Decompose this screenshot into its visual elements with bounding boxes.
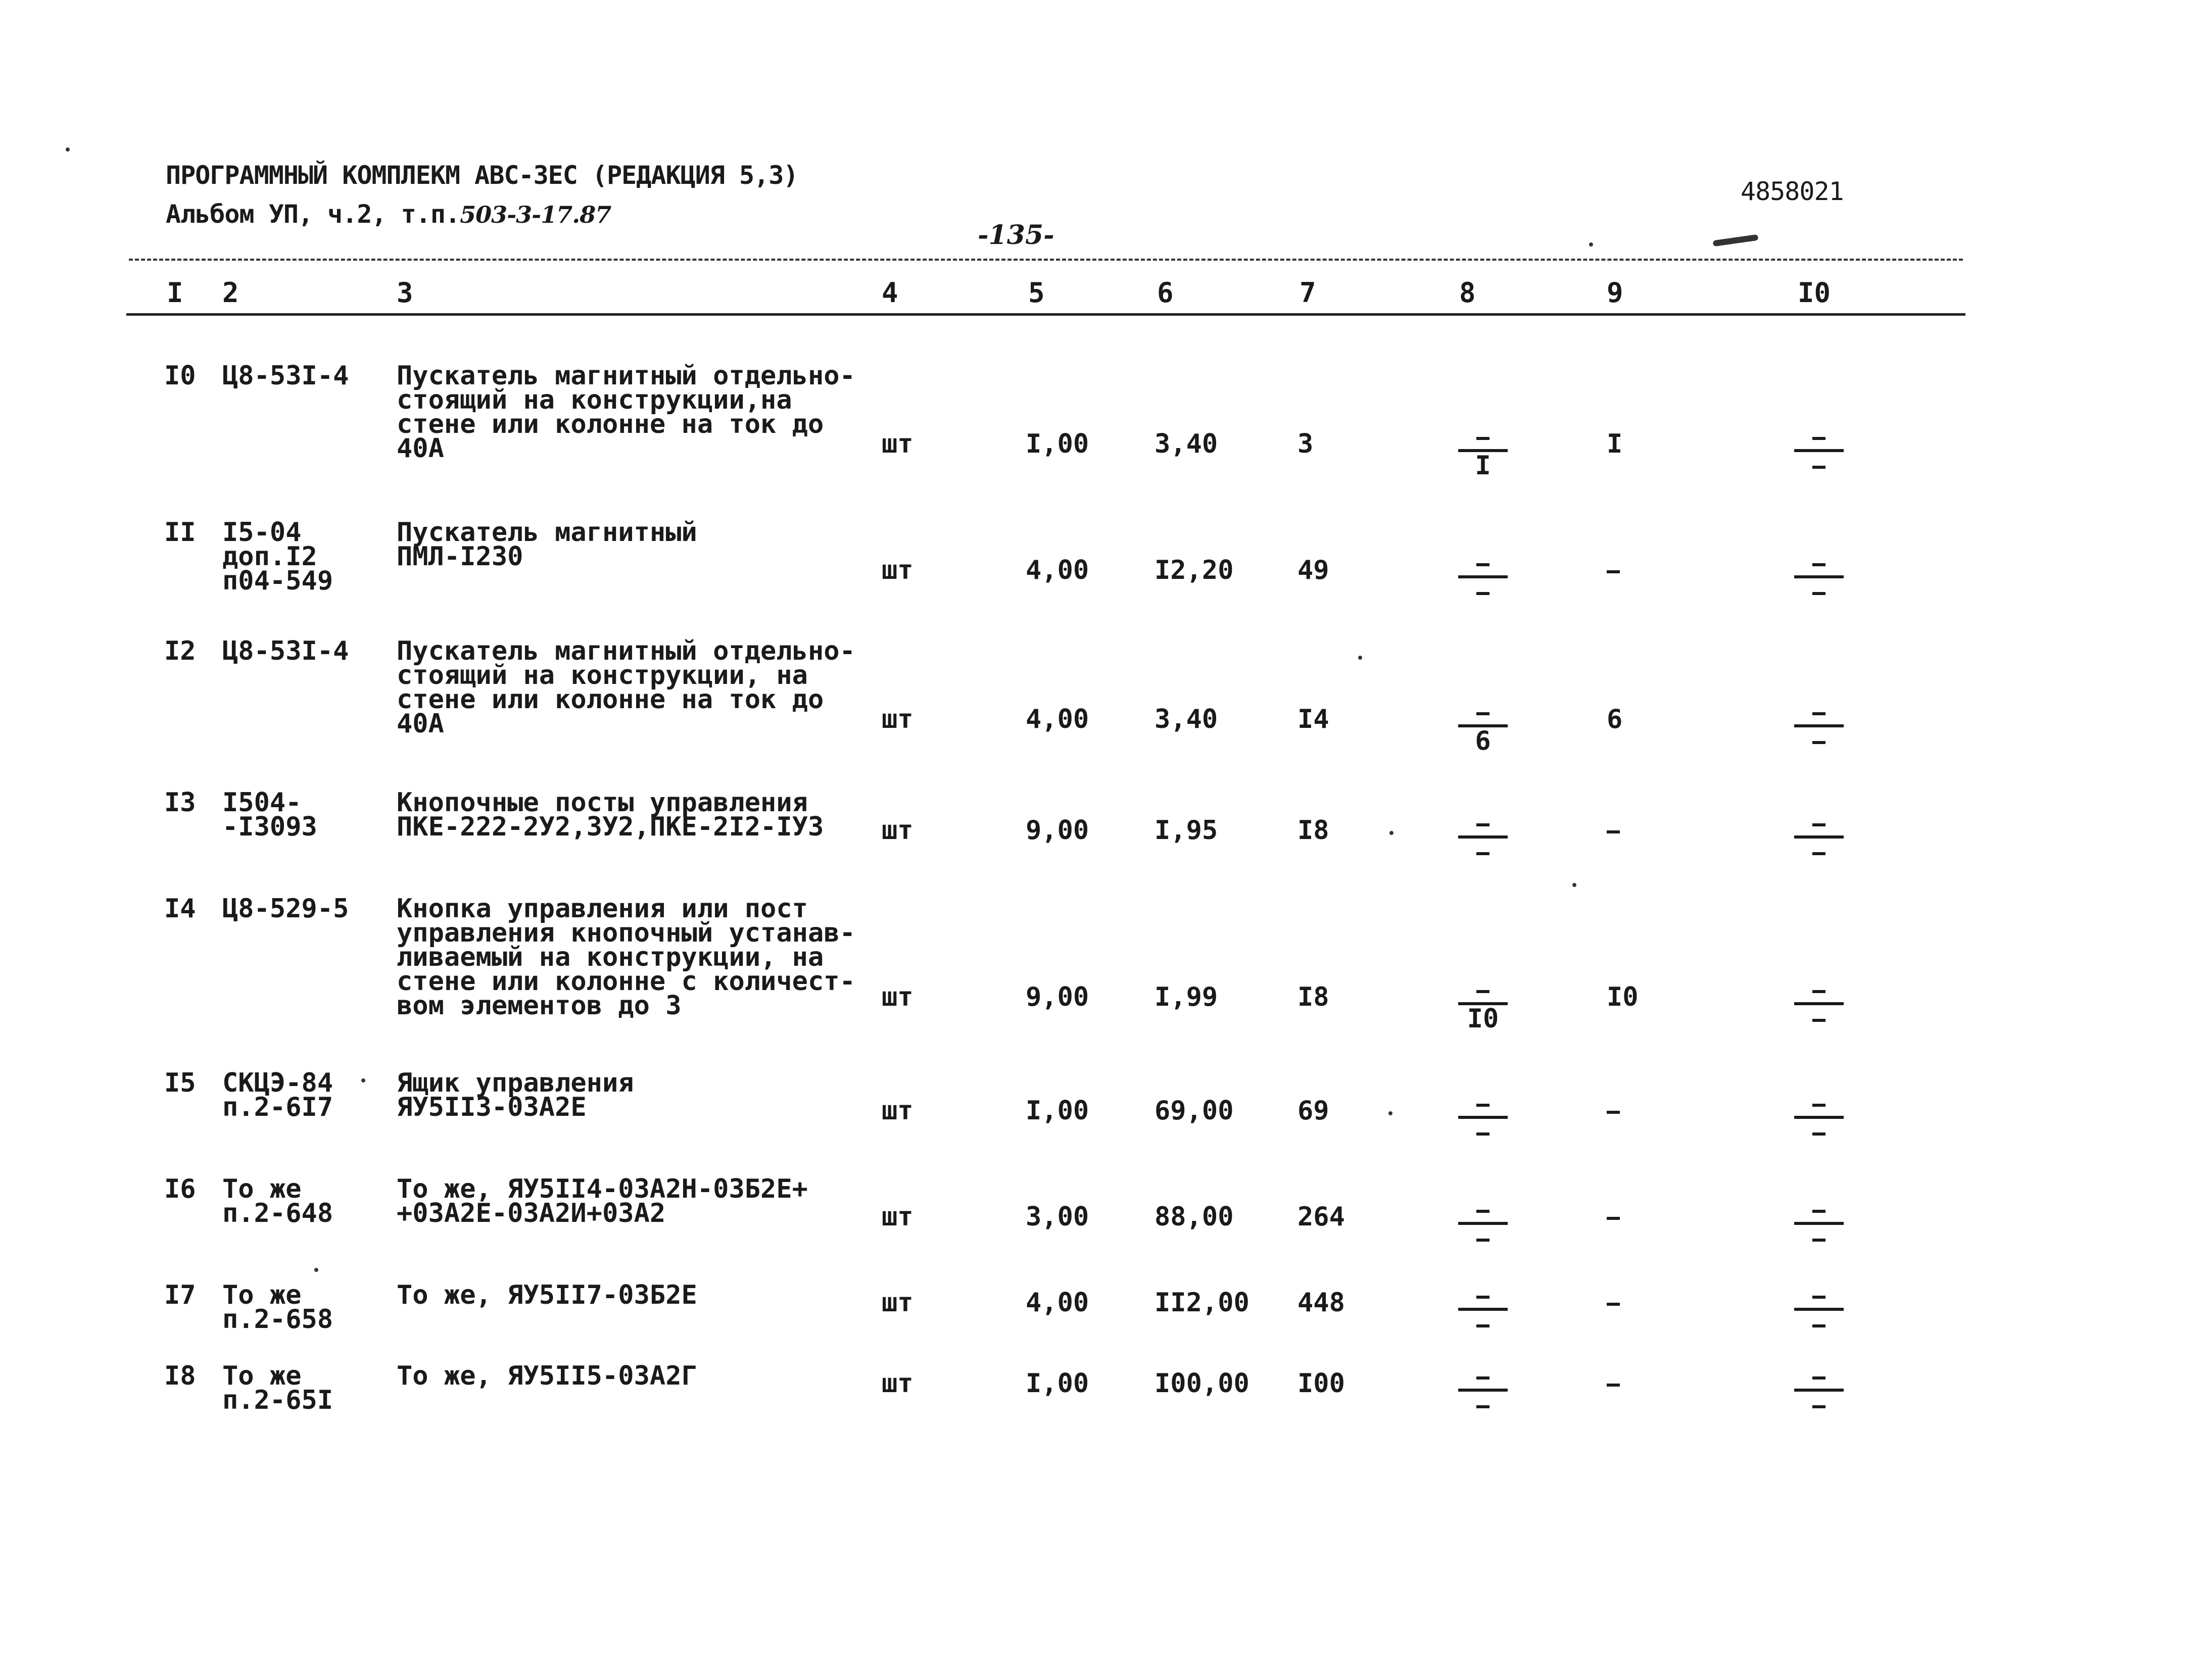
column-8-fraction bbox=[1455, 702, 1511, 756]
column-8-fraction-numerator bbox=[1455, 553, 1511, 573]
column-10-fraction-numerator bbox=[1791, 1286, 1847, 1306]
column-9-value: 6 bbox=[1607, 704, 1623, 734]
item-code: СКЦЭ-84 п.2-6I7 bbox=[222, 1068, 333, 1122]
unit-price: I,95 bbox=[1155, 815, 1218, 846]
item-code: I504- -I3093 bbox=[222, 787, 317, 842]
item-description: То же, ЯУ5II5-03А2Г bbox=[397, 1361, 697, 1391]
column-8-fraction-numerator bbox=[1455, 702, 1511, 722]
quantity: I,00 bbox=[1026, 1368, 1089, 1399]
column-8-fraction-bar bbox=[1458, 835, 1508, 839]
item-description: Ящик управления ЯУ5II3-03А2Е bbox=[397, 1068, 634, 1122]
scan-speck bbox=[1589, 242, 1593, 247]
album-reference bbox=[166, 200, 611, 229]
column-8-fraction-bar bbox=[1458, 1308, 1508, 1311]
column-8-fraction-denominator bbox=[1455, 1313, 1511, 1336]
unit: шт bbox=[882, 815, 913, 846]
scan-speck bbox=[361, 1078, 365, 1082]
column-8-fraction-denominator bbox=[1455, 1121, 1511, 1144]
column-8-fraction-denominator bbox=[1455, 1227, 1511, 1250]
unit: шт bbox=[882, 1288, 913, 1318]
column-8-fraction-denominator: I0 bbox=[1467, 1004, 1499, 1034]
column-10-fraction-denominator bbox=[1791, 454, 1847, 477]
row-number: I0 bbox=[164, 361, 196, 391]
column-10-fraction-denominator bbox=[1791, 1227, 1847, 1250]
column-number-1: I bbox=[167, 277, 183, 309]
column-10-fraction-denominator bbox=[1791, 580, 1847, 604]
column-number-2: 2 bbox=[222, 277, 239, 309]
column-number-5: 5 bbox=[1028, 277, 1045, 309]
column-10-fraction-numerator bbox=[1791, 553, 1847, 573]
column-10-fraction-numerator bbox=[1791, 702, 1847, 722]
total-cost: 264 bbox=[1297, 1202, 1345, 1232]
item-description: Пускатель магнитный ПМЛ-I230 bbox=[397, 517, 697, 572]
column-10-fraction-bar bbox=[1794, 724, 1844, 727]
total-cost: I8 bbox=[1297, 982, 1329, 1012]
item-code: То же п.2-658 bbox=[222, 1280, 333, 1335]
scan-speck bbox=[1389, 831, 1393, 835]
row-number: I5 bbox=[164, 1068, 196, 1098]
item-code: I5-04 доп.I2 п04-549 bbox=[222, 517, 333, 596]
scan-speck bbox=[314, 1268, 318, 1272]
album-reference-text: Альбом УП, ч.2, т.п. bbox=[166, 200, 460, 229]
row-number: II bbox=[164, 517, 196, 548]
column-8-fraction bbox=[1455, 553, 1511, 604]
item-description: Кнопка управления или пост управления кнопочный устанав- ливаемый на конструкции, на стене или колонне с количест- вом элементов до 3 bbox=[397, 894, 855, 1021]
total-cost: I4 bbox=[1297, 704, 1329, 734]
header-bottom-rule bbox=[126, 313, 1965, 316]
column-10-fraction-bar bbox=[1794, 1222, 1844, 1225]
column-10-fraction-denominator bbox=[1791, 1121, 1847, 1144]
unit-price: I,99 bbox=[1155, 982, 1218, 1012]
document-number: 4858021 bbox=[1741, 177, 1844, 206]
column-8-fraction-numerator bbox=[1455, 1286, 1511, 1306]
quantity: 4,00 bbox=[1026, 555, 1089, 585]
unit: шт bbox=[882, 1096, 913, 1126]
quantity: 4,00 bbox=[1026, 1288, 1089, 1318]
handwritten-project-number: 503-3-17.87 bbox=[460, 201, 611, 228]
row-number: I2 bbox=[164, 636, 196, 666]
column-8-fraction-bar bbox=[1458, 1116, 1508, 1119]
column-10-fraction-numerator bbox=[1791, 427, 1847, 447]
column-8-fraction-numerator bbox=[1455, 980, 1511, 1000]
column-9-dash bbox=[1607, 1384, 1620, 1387]
ink-mark bbox=[1713, 234, 1759, 247]
column-9-dash bbox=[1607, 570, 1620, 573]
column-number-3: 3 bbox=[397, 277, 413, 309]
column-number-8: 8 bbox=[1459, 277, 1476, 309]
item-code: Ц8-53I-4 bbox=[222, 636, 349, 666]
column-10-fraction-bar bbox=[1794, 1002, 1844, 1005]
column-8-fraction-bar bbox=[1458, 1389, 1508, 1392]
column-9-dash bbox=[1607, 1111, 1620, 1114]
column-10-fraction-numerator bbox=[1791, 1366, 1847, 1387]
column-number-6: 6 bbox=[1157, 277, 1174, 309]
unit-price: 69,00 bbox=[1155, 1096, 1234, 1126]
header-top-rule bbox=[129, 259, 1963, 261]
column-10-fraction-bar bbox=[1794, 1308, 1844, 1311]
row-number: I6 bbox=[164, 1174, 196, 1204]
column-8-fraction-bar bbox=[1458, 1222, 1508, 1225]
column-8-fraction-denominator bbox=[1455, 1394, 1511, 1417]
unit: шт bbox=[882, 704, 913, 734]
unit: шт bbox=[882, 1368, 913, 1399]
column-10-fraction bbox=[1791, 1366, 1847, 1417]
column-10-fraction bbox=[1791, 813, 1847, 864]
unit-price: II2,00 bbox=[1155, 1288, 1249, 1318]
item-description: Пускатель магнитный отдельно- стоящий на конструкции,на стене или колонне на ток до 40А bbox=[397, 361, 855, 464]
column-9-dash bbox=[1607, 1303, 1620, 1306]
unit: шт bbox=[882, 1202, 913, 1232]
scan-speck bbox=[1358, 656, 1362, 660]
total-cost: 49 bbox=[1297, 555, 1329, 585]
quantity: 9,00 bbox=[1026, 815, 1089, 846]
unit-price: 88,00 bbox=[1155, 1202, 1234, 1232]
unit: шт bbox=[882, 429, 913, 459]
item-description: Кнопочные посты управления ПКЕ-222-2У2,3У2,ПКЕ-2I2-IУ3 bbox=[397, 787, 824, 842]
unit: шт bbox=[882, 982, 913, 1012]
column-10-fraction-denominator bbox=[1791, 1007, 1847, 1030]
column-10-fraction-numerator bbox=[1791, 980, 1847, 1000]
item-code: Ц8-53I-4 bbox=[222, 361, 349, 391]
column-8-fraction-numerator bbox=[1455, 813, 1511, 833]
column-number-7: 7 bbox=[1300, 277, 1316, 309]
column-10-fraction bbox=[1791, 1200, 1847, 1250]
item-code: Ц8-529-5 bbox=[222, 894, 349, 924]
column-number-9: 9 bbox=[1607, 277, 1623, 309]
column-8-fraction-numerator bbox=[1455, 1366, 1511, 1387]
column-9-dash bbox=[1607, 830, 1620, 833]
row-number: I3 bbox=[164, 787, 196, 818]
scan-speck bbox=[1388, 1111, 1392, 1115]
column-8-fraction bbox=[1455, 980, 1511, 1034]
column-8-fraction-numerator bbox=[1455, 427, 1511, 447]
total-cost: 448 bbox=[1297, 1288, 1345, 1318]
column-8-fraction bbox=[1455, 1094, 1511, 1144]
item-description: Пускатель магнитный отдельно- стоящий на конструкции, на стене или колонне на ток до 40А bbox=[397, 636, 855, 739]
column-10-fraction bbox=[1791, 1094, 1847, 1144]
column-8-fraction-bar bbox=[1458, 575, 1508, 578]
column-10-fraction-denominator bbox=[1791, 841, 1847, 864]
total-cost: 69 bbox=[1297, 1096, 1329, 1126]
column-10-fraction bbox=[1791, 702, 1847, 753]
row-number: I8 bbox=[164, 1361, 196, 1391]
column-10-fraction bbox=[1791, 427, 1847, 477]
column-8-fraction-denominator bbox=[1455, 841, 1511, 864]
column-10-fraction-bar bbox=[1794, 835, 1844, 839]
quantity: 4,00 bbox=[1026, 704, 1089, 734]
column-10-fraction bbox=[1791, 980, 1847, 1030]
page-number: -135- bbox=[978, 220, 1054, 251]
column-10-fraction-denominator bbox=[1791, 1313, 1847, 1336]
column-9-dash bbox=[1607, 1217, 1620, 1220]
column-10-fraction-bar bbox=[1794, 449, 1844, 452]
column-10-fraction bbox=[1791, 553, 1847, 604]
quantity: I,00 bbox=[1026, 429, 1089, 459]
column-8-fraction bbox=[1455, 1200, 1511, 1250]
item-description: То же, ЯУ5II7-03Б2Е bbox=[397, 1280, 697, 1310]
scan-speck bbox=[1572, 883, 1576, 887]
column-10-fraction-denominator bbox=[1791, 1394, 1847, 1417]
item-code: То же п.2-648 bbox=[222, 1174, 333, 1228]
column-10-fraction-denominator bbox=[1791, 729, 1847, 753]
quantity: 3,00 bbox=[1026, 1202, 1089, 1232]
column-10-fraction-bar bbox=[1794, 1116, 1844, 1119]
row-number: I4 bbox=[164, 894, 196, 924]
column-10-fraction-numerator bbox=[1791, 1200, 1847, 1220]
total-cost: 3 bbox=[1297, 429, 1314, 459]
column-8-fraction-numerator bbox=[1455, 1200, 1511, 1220]
unit: шт bbox=[882, 555, 913, 585]
unit-price: I00,00 bbox=[1155, 1368, 1249, 1399]
unit-price: 3,40 bbox=[1155, 429, 1218, 459]
column-10-fraction-numerator bbox=[1791, 1094, 1847, 1114]
column-8-fraction bbox=[1455, 813, 1511, 864]
program-title: ПРОГРАММНЫЙ КОМПЛЕКМ АВС-ЗЕС (РЕДАКЦИЯ 5,3) bbox=[166, 161, 798, 190]
column-10-fraction-numerator bbox=[1791, 813, 1847, 833]
item-description: То же, ЯУ5II4-03А2Н-03Б2Е+ +03А2Е-03А2И+03А2 bbox=[397, 1174, 808, 1228]
unit-price: I2,20 bbox=[1155, 555, 1234, 585]
item-code: То же п.2-65I bbox=[222, 1361, 333, 1415]
column-8-fraction-numerator bbox=[1455, 1094, 1511, 1114]
column-10-fraction-bar bbox=[1794, 575, 1844, 578]
column-10-fraction bbox=[1791, 1286, 1847, 1336]
column-number-4: 4 bbox=[882, 277, 898, 309]
column-9-value: I bbox=[1607, 429, 1623, 459]
column-8-fraction bbox=[1455, 1366, 1511, 1417]
unit-price: 3,40 bbox=[1155, 704, 1218, 734]
column-8-fraction bbox=[1455, 427, 1511, 481]
total-cost: I00 bbox=[1297, 1368, 1345, 1399]
total-cost: I8 bbox=[1297, 815, 1329, 846]
column-8-fraction bbox=[1455, 1286, 1511, 1336]
quantity: I,00 bbox=[1026, 1096, 1089, 1126]
column-number-10: I0 bbox=[1798, 277, 1831, 309]
column-9-value: I0 bbox=[1607, 982, 1639, 1012]
quantity: 9,00 bbox=[1026, 982, 1089, 1012]
column-8-fraction-denominator bbox=[1455, 580, 1511, 604]
column-8-fraction-denominator: I bbox=[1475, 451, 1491, 481]
column-8-fraction-denominator: 6 bbox=[1475, 726, 1491, 756]
column-10-fraction-bar bbox=[1794, 1389, 1844, 1392]
row-number: I7 bbox=[164, 1280, 196, 1310]
scan-speck bbox=[66, 147, 70, 152]
